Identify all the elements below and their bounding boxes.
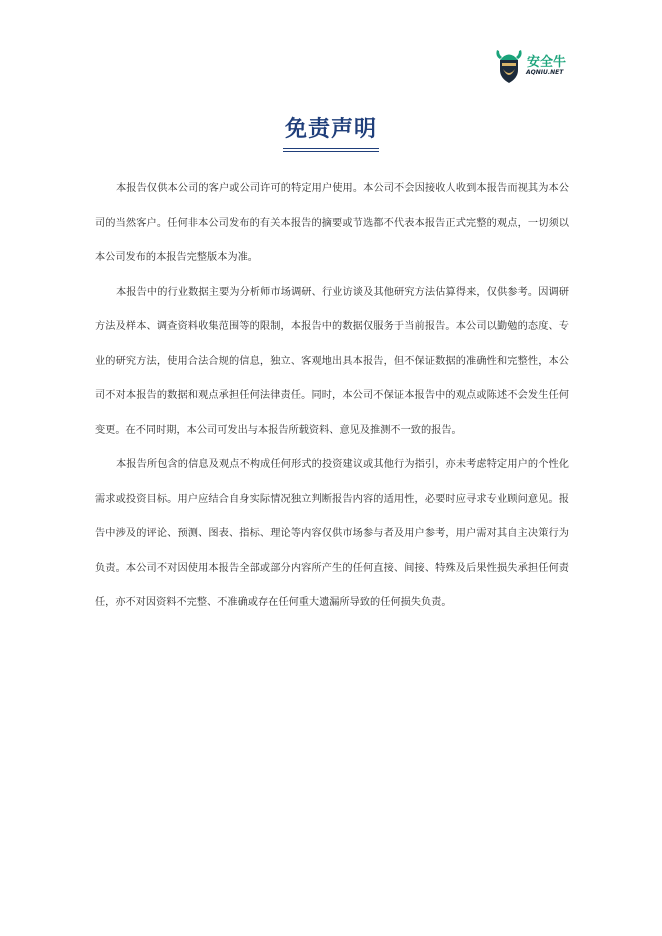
disclaimer-paragraph-1: 本报告仅供本公司的客户或公司许可的特定用户使用。本公司不会因接收人收到本报告而视其为本公司的当然客户。任何非本公司发布的有关本报告的摘要或节选都不代表本报告正式完整的观点，一切须以本公司发布的本报告完整版本为准。 (95, 183, 569, 263)
logo-name-cn: 安全牛 (527, 55, 567, 70)
disclaimer-paragraph-2: 本报告中的行业数据主要为分析师市场调研、行业访谈及其他研究方法估算得来，仅供参考。因调研方法及样本、调查资料收集范围等的限制，本报告中的数据仅服务于当前报告。本公司以勤勉的态度、专业的研究方法，使用合法合规的信息，独立、客观地出具本报告，但不保证数据的准确性和完整性，本公司不对本报告的数据和观点承担任何法律责任。同时，本公司不保证本报告中的观点或陈述不会发生任何变更。在不同时期，本公司可发出与本报告所载资料、意见及推测不一致的报告。 (95, 286, 569, 436)
page-title: 免责声明 (283, 115, 379, 149)
title-section (0, 115, 662, 152)
title-double-underline (283, 151, 379, 152)
logo-name-en: AQNIU.NET (526, 69, 564, 76)
disclaimer-paragraph-3: 本报告所包含的信息及观点不构成任何形式的投资建议或其他行为指引，亦未考虑特定用户的个性化需求或投资目标。用户应结合自身实际情况独立判断报告内容的适用性，必要时应寻求专业顾问意见。报告中涉及的评论、预测、图表、指标、理论等内容仅供市场参与者及用户参考，用户需对其自主决策行为负责。本公司不对因使用本报告全部或部分内容所产生的任何直接、间接、特殊及后果性损失承担任何责任，亦不对因资料不完整、不准确或存在任何重大遗漏所导致的任何损失负责。 (95, 459, 569, 608)
disclaimer-body (95, 172, 569, 621)
brand-logo (494, 46, 574, 84)
viking-helmet-shield-icon (494, 46, 524, 84)
